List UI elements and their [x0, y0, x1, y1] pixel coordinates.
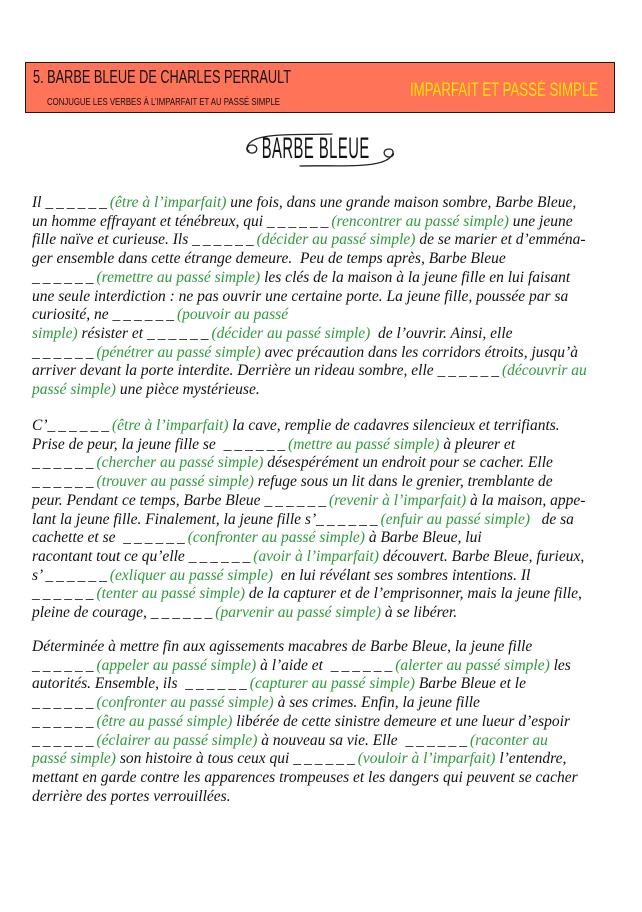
verb-hint: (rencontrer au passé simple) — [331, 212, 509, 230]
story-text: les clés de la maison à la jeune fille en lui faisant — [260, 268, 571, 286]
verb-hint: (être au passé simple) — [96, 712, 233, 730]
text-line — [32, 638, 532, 657]
answer-blank: ______ — [223, 435, 289, 453]
story-text: désespérément un endroit pour se cacher. Elle — [263, 454, 553, 472]
story-text: une pièce mystérieuse. — [115, 381, 260, 399]
text-line — [32, 732, 548, 751]
verb-hint: (parvenir au passé simple) — [215, 604, 382, 622]
answer-blank: ______ — [32, 268, 97, 286]
answer-blank: ______ — [32, 712, 97, 730]
verb-hint: passé simple) — [32, 750, 116, 768]
text-line — [32, 675, 526, 694]
story-text: refuge sous un lit dans le grenier, tremblante de — [253, 473, 553, 491]
worksheet-title: 5. BARBE BLEUE DE CHARLES PERRAULT — [33, 67, 291, 87]
story-text: à l’aide et — [256, 656, 331, 674]
text-line — [32, 548, 584, 567]
answer-blank: ______ — [192, 231, 257, 249]
answer-blank: ______ — [293, 750, 358, 768]
verb-hint: (décider au passé simple) — [256, 231, 416, 249]
verb-hint: (avoir à l’imparfait) — [253, 547, 379, 565]
story-text: de l’ouvrir. Ainsi, elle — [370, 324, 513, 342]
text-line — [32, 567, 530, 586]
story-text: cachette et se — [32, 529, 124, 547]
answer-blank: ______ — [146, 324, 212, 342]
story-text: un homme effrayant et ténébreux, qui — [32, 212, 267, 230]
text-line — [32, 511, 574, 530]
topic-label: IMPARFAIT ET PASSÉ SIMPLE — [410, 80, 598, 101]
verb-hint: simple) — [32, 324, 78, 342]
text-line — [32, 585, 582, 604]
text-line — [32, 657, 571, 676]
text-line — [32, 306, 288, 325]
verb-hint: (confronter au passé simple) — [187, 529, 365, 547]
verb-hint: passé simple) — [32, 381, 116, 399]
story-paragraph-3 — [32, 638, 578, 806]
story-text: découvert. Barbe Bleue, furieux, — [378, 547, 585, 565]
story-text: libérée de cette sinistre demeure et une lueur d’espoir — [232, 712, 570, 730]
answer-blank: ______ — [32, 473, 97, 491]
text-line — [32, 231, 585, 250]
story-text: à ses crimes. Enfin, la jeune fille — [273, 694, 480, 712]
text-line — [32, 213, 573, 232]
verb-hint: (appeler au passé simple) — [96, 656, 257, 674]
text-line — [32, 750, 566, 769]
story-text: une fois, dans une grande maison sombre, Barbe Bleue, — [226, 194, 577, 211]
story-text: de la capturer et de l’emprisonner, mais la jeune fille, — [245, 585, 582, 603]
text-line — [32, 529, 482, 548]
text-line — [32, 788, 231, 807]
answer-blank: ______ — [330, 656, 396, 674]
answer-blank: ______ — [45, 194, 110, 211]
text-line — [32, 694, 480, 713]
text-line — [32, 269, 570, 288]
story-text: en lui révélant ses sombres intentions. Il — [273, 566, 531, 584]
story-paragraph-2 — [32, 417, 585, 623]
story-text: Prise de peur, la jeune fille se — [32, 435, 224, 453]
verb-hint: (confronter au passé simple) — [96, 694, 274, 712]
story-text: à se libérer. — [381, 604, 458, 622]
text-line — [32, 325, 513, 344]
story-text: son histoire à tous ceux qui — [115, 750, 294, 768]
story-text: résister et — [77, 324, 147, 342]
story-text: mettant en garde contre les apparences trompeuses et les dangers qui peuvent se cacher — [32, 768, 578, 786]
story-text: une seule interdiction : ne pas ouvrir une certaine porte. La jeune fille, poussée par sa — [32, 287, 569, 305]
text-line — [32, 362, 587, 381]
answer-blank: ______ — [32, 656, 97, 674]
story-text: lant la jeune fille. Finalement, la jeune fille s’ — [32, 510, 317, 528]
story-text: la cave, remplie de cadavres silencieux et terrifiants. — [228, 417, 560, 434]
story-text: curiosité, ne — [32, 306, 113, 324]
text-line — [32, 288, 568, 307]
story-text: C’ — [32, 417, 48, 434]
text-line — [32, 492, 585, 511]
verb-hint: (capturer au passé simple) — [249, 675, 415, 693]
answer-blank: ______ — [32, 731, 97, 749]
text-line — [32, 604, 457, 623]
text-line — [32, 344, 578, 363]
verb-hint: (tenter au passé simple) — [96, 585, 246, 603]
story-text: de se marier et d’emména- — [415, 231, 586, 249]
story-title-container — [0, 132, 632, 166]
answer-blank: ______ — [123, 529, 188, 547]
answer-blank: ______ — [185, 675, 250, 693]
story-text: avec précaution dans les corridors étroits, jusqu’à — [260, 343, 578, 361]
text-line — [32, 381, 260, 400]
answer-blank: ______ — [45, 566, 110, 584]
story-text: s’ — [32, 566, 46, 584]
story-text: Déterminée à mettre fin aux agissements macabres de Barbe Bleue, la jeune fille — [32, 638, 533, 655]
verb-hint: (alerter au passé simple) — [395, 656, 550, 674]
verb-hint: (décider au passé simple) — [211, 324, 371, 342]
verb-hint: (exliquer au passé simple) — [109, 566, 274, 584]
verb-hint: (être à l’imparfait) — [112, 417, 229, 434]
story-text: derrière des portes verrouillées. — [32, 787, 231, 805]
answer-blank: ______ — [316, 510, 381, 528]
verb-hint: (trouver au passé simple) — [96, 473, 254, 491]
story-text: une jeune — [508, 212, 573, 230]
story-text: ger ensemble dans cette étrange demeure. Peu de temps après, Barbe Bleue — [32, 250, 506, 268]
answer-blank: ______ — [405, 731, 470, 749]
verb-hint: (mettre au passé simple) — [288, 435, 440, 453]
verb-hint: (revenir à l’imparfait) — [328, 491, 467, 509]
answer-blank: ______ — [47, 417, 112, 434]
worksheet-instruction: CONJUGUE LES VERBES À L’IMPARFAIT ET AU PASSÉ SIMPLE — [47, 97, 280, 108]
story-text: à Barbe Bleue, lui — [364, 529, 482, 547]
story-text: fille naïve et curieuse. Ils — [32, 231, 193, 249]
story-text: à nouveau sa vie. Elle — [257, 731, 406, 749]
story-text: pleine de courage, — [32, 604, 151, 622]
verb-hint: (chercher au passé simple) — [96, 454, 264, 472]
verb-hint: (être à l’imparfait) — [109, 194, 227, 211]
story-text: l’entendre, — [495, 750, 567, 768]
story-text: Barbe Bleue et le — [414, 675, 526, 693]
verb-hint: (découvrir au — [502, 362, 587, 380]
verb-hint: (pénétrer au passé simple) — [96, 343, 261, 361]
text-line — [32, 473, 553, 492]
story-text: à pleurer et — [439, 435, 516, 453]
verb-hint: (vouloir à l’imparfait) — [357, 750, 496, 768]
text-line — [32, 713, 570, 732]
answer-blank: ______ — [437, 362, 503, 380]
verb-hint: (raconter au — [469, 731, 548, 749]
text-line — [32, 436, 515, 455]
story-text: Il — [32, 194, 46, 211]
answer-blank: ______ — [150, 604, 216, 622]
story-text: arriver devant la porte interdite. Derrière un rideau sombre, elle — [32, 362, 438, 380]
story-paragraph-1 — [32, 194, 587, 400]
story-text: les — [549, 656, 571, 674]
verb-hint: (remettre au passé simple) — [96, 268, 261, 286]
answer-blank: ______ — [32, 454, 97, 472]
verb-hint: (éclairer au passé simple) — [96, 731, 258, 749]
story-title: BARBE BLEUE — [261, 132, 370, 165]
verb-hint: (enfuir au passé simple) — [380, 510, 530, 528]
verb-hint: (pouvoir au passé — [177, 306, 289, 324]
text-line — [32, 454, 553, 473]
answer-blank: ______ — [264, 491, 329, 509]
header-banner — [25, 62, 615, 113]
text-line — [32, 769, 578, 788]
story-text: racontant tout ce qu’elle — [32, 547, 189, 565]
answer-blank: ______ — [32, 585, 97, 603]
text-line — [32, 250, 506, 269]
answer-blank: ______ — [32, 343, 97, 361]
text-line — [32, 417, 560, 436]
answer-blank: ______ — [266, 212, 332, 230]
story-text: autorités. Ensemble, ils — [32, 675, 186, 693]
story-text: de sa — [530, 510, 574, 528]
story-text: peur. Pendant ce temps, Barbe Bleue — [32, 491, 265, 509]
answer-blank: ______ — [188, 547, 254, 565]
answer-blank: ______ — [32, 694, 97, 712]
story-text: à la maison, appe- — [466, 491, 586, 509]
text-line — [32, 194, 576, 213]
answer-blank: ______ — [112, 306, 177, 324]
